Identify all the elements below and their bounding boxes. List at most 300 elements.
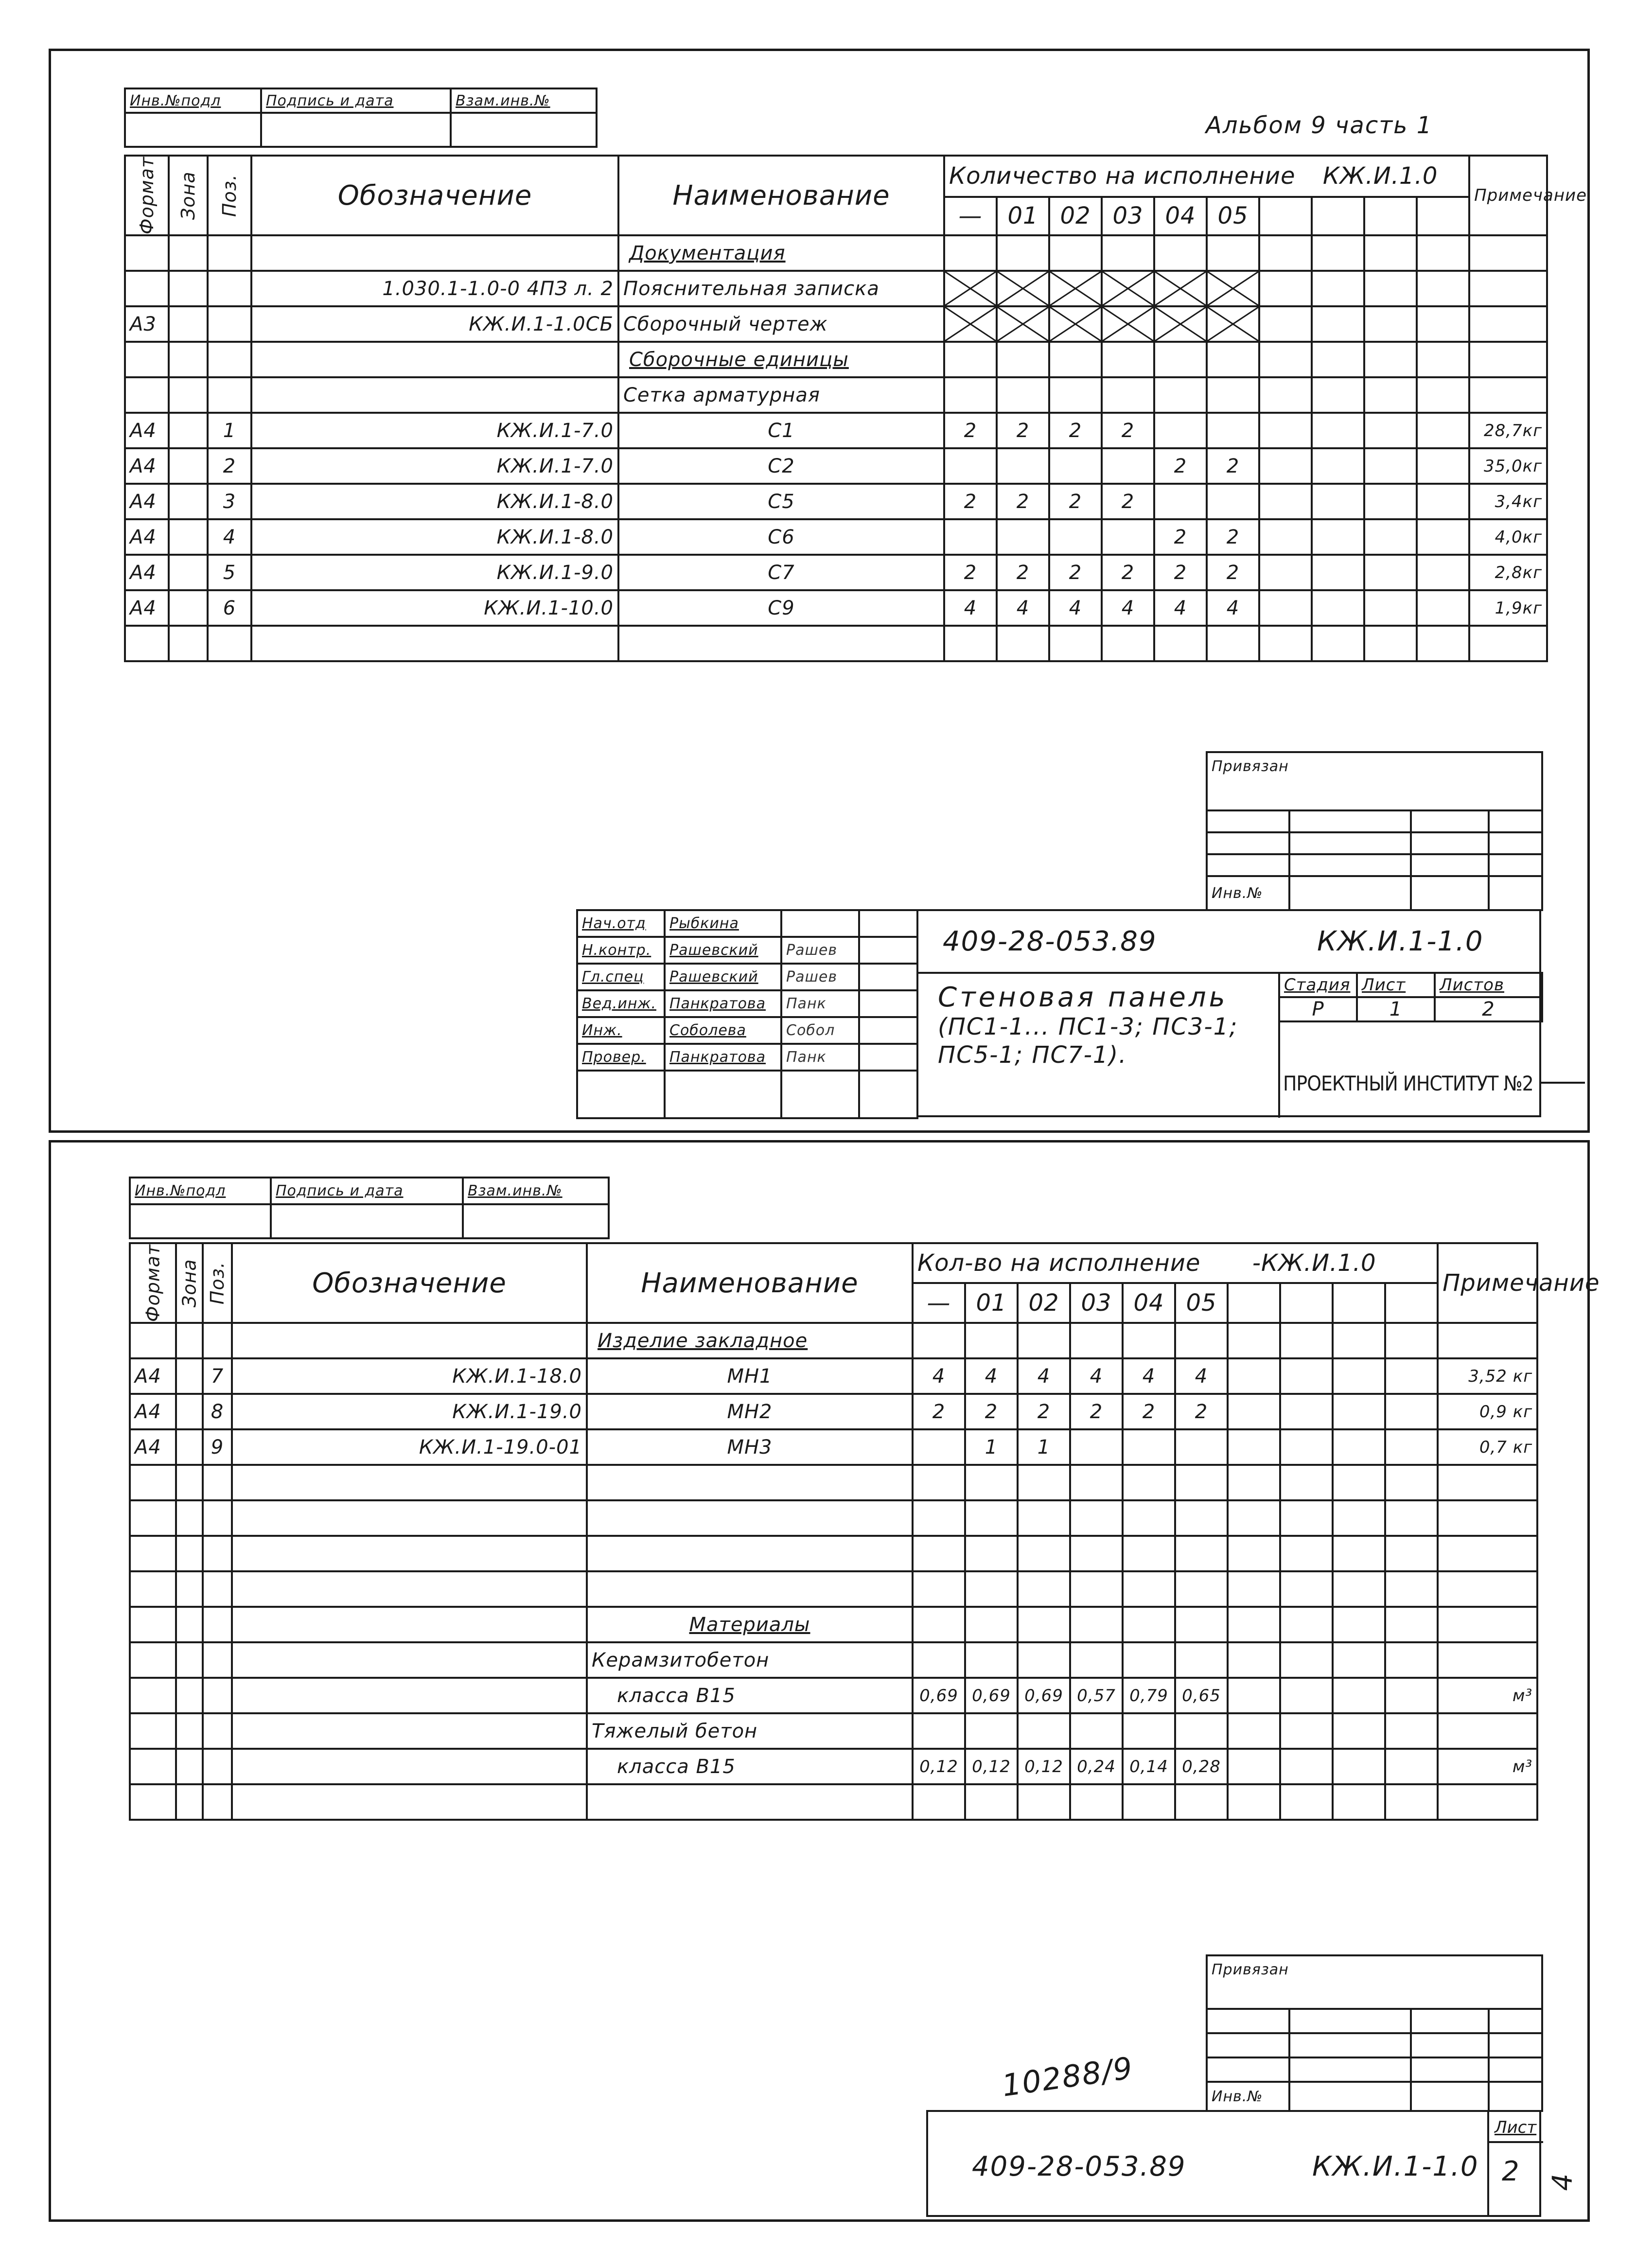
cell-format bbox=[125, 626, 169, 661]
cell-designation bbox=[232, 1749, 587, 1784]
col-note-header: Примечание bbox=[1438, 1243, 1537, 1323]
cell-empty bbox=[1280, 1642, 1333, 1678]
cell-format bbox=[130, 1571, 176, 1607]
cell-empty bbox=[1364, 271, 1417, 306]
cell-empty bbox=[1417, 413, 1469, 448]
cell-designation bbox=[251, 235, 618, 271]
cell-empty bbox=[1312, 342, 1364, 377]
col-pos-header: Поз. bbox=[208, 156, 251, 235]
table-row bbox=[125, 306, 1547, 342]
cell-zone bbox=[176, 1323, 203, 1358]
inv-no-label: Инв.№ bbox=[1207, 876, 1289, 910]
doc-title-line1: Стеновая панель bbox=[938, 982, 1228, 1013]
cell-qty: 2 bbox=[997, 413, 1049, 448]
cell-qty: 2 bbox=[1207, 448, 1259, 484]
cell-zone bbox=[176, 1749, 203, 1784]
cell-note: 4,0кг bbox=[1469, 519, 1547, 555]
cell-empty bbox=[1259, 306, 1312, 342]
exec-header: 04 bbox=[1123, 1283, 1175, 1323]
cell-qty bbox=[913, 1323, 965, 1358]
cross-mark-icon bbox=[1050, 307, 1101, 341]
cell-name bbox=[587, 1465, 913, 1500]
cell-qty: 0,12 bbox=[965, 1749, 1018, 1784]
cell-note bbox=[1438, 1571, 1537, 1607]
cell-qty: 0,14 bbox=[1123, 1749, 1175, 1784]
cell-qty bbox=[913, 1429, 965, 1465]
cell-empty bbox=[1312, 519, 1364, 555]
cell-format: А4 bbox=[125, 555, 169, 590]
cell-empty bbox=[1417, 235, 1469, 271]
cell-name bbox=[587, 1571, 913, 1607]
cell-format: А4 bbox=[125, 448, 169, 484]
cell-qty: 2 bbox=[944, 555, 997, 590]
sheet-label: Лист bbox=[1495, 2118, 1537, 2137]
sheets-label: Листов bbox=[1435, 973, 1542, 997]
col-name-header: Наименование bbox=[587, 1243, 913, 1323]
cell-zone bbox=[176, 1536, 203, 1571]
cell-name: Документация bbox=[618, 235, 944, 271]
cell-empty bbox=[1333, 1465, 1385, 1500]
cell-empty bbox=[1385, 1678, 1438, 1713]
cell-note: 3,52 кг bbox=[1438, 1358, 1537, 1394]
cell-qty bbox=[1070, 1500, 1123, 1536]
cell-qty bbox=[1123, 1429, 1175, 1465]
cell-name: Изделие закладное bbox=[587, 1323, 913, 1358]
cell-note: 28,7кг bbox=[1469, 413, 1547, 448]
cell-qty: 1 bbox=[1018, 1429, 1070, 1465]
signature-row bbox=[577, 910, 917, 937]
cell-pos: 7 bbox=[203, 1358, 232, 1394]
cell-qty bbox=[1207, 342, 1259, 377]
margin-mark: 4 bbox=[1547, 2172, 1579, 2191]
cell-designation: КЖ.И.1-7.0 bbox=[251, 413, 618, 448]
qty-code: -КЖ.И.1.0 bbox=[1252, 1249, 1376, 1277]
cell-zone bbox=[176, 1607, 203, 1642]
cell-qty bbox=[1207, 377, 1259, 413]
cell-empty bbox=[1259, 484, 1312, 519]
table-row bbox=[130, 1536, 1537, 1571]
cell-note: 0,7 кг bbox=[1438, 1429, 1537, 1465]
cell-empty bbox=[1364, 484, 1417, 519]
cell-note: 2,8кг bbox=[1469, 555, 1547, 590]
cell-qty bbox=[1175, 1784, 1228, 1820]
cell-pos bbox=[208, 271, 251, 306]
cell-note bbox=[1438, 1500, 1537, 1536]
cell-qty bbox=[1123, 1323, 1175, 1358]
cell-qty: 2 bbox=[997, 484, 1049, 519]
cell-qty: 0,12 bbox=[1018, 1749, 1070, 1784]
cell-empty bbox=[1228, 1429, 1280, 1465]
table-row bbox=[130, 1642, 1537, 1678]
sheet-label: Лист bbox=[1357, 973, 1435, 997]
exec-header: 03 bbox=[1070, 1283, 1123, 1323]
cell-empty bbox=[1259, 342, 1312, 377]
cell-empty bbox=[1333, 1607, 1385, 1642]
stage-value: Р bbox=[1279, 997, 1357, 1021]
sheet-value: 1 bbox=[1357, 997, 1435, 1021]
exec-header: 01 bbox=[965, 1283, 1018, 1323]
cell-qty bbox=[1049, 342, 1102, 377]
cell-qty: 0,69 bbox=[965, 1678, 1018, 1713]
cell-zone bbox=[169, 306, 208, 342]
cell-qty: 0,12 bbox=[913, 1749, 965, 1784]
cell-note bbox=[1438, 1607, 1537, 1642]
cell-qty bbox=[944, 626, 997, 661]
cell-qty bbox=[1102, 342, 1154, 377]
cell-name: Керамзитобетон bbox=[587, 1642, 913, 1678]
cell-note bbox=[1438, 1642, 1537, 1678]
stamp-sign-label: Подпись и дата bbox=[271, 1178, 463, 1204]
cell-empty bbox=[1385, 1394, 1438, 1429]
cell-empty bbox=[1333, 1394, 1385, 1429]
cell-designation bbox=[251, 342, 618, 377]
cell-zone bbox=[169, 377, 208, 413]
cell-empty bbox=[1312, 306, 1364, 342]
cell-qty bbox=[1018, 1713, 1070, 1749]
cell-qty bbox=[1175, 1571, 1228, 1607]
inv-no-label: Инв.№ bbox=[1207, 2082, 1289, 2111]
cell-note: 0,9 кг bbox=[1438, 1394, 1537, 1429]
cell-name: Сборочный чертеж bbox=[618, 306, 944, 342]
cross-mark-icon bbox=[998, 272, 1048, 305]
cell-pos bbox=[203, 1678, 232, 1713]
cell-name: Тяжелый бетон bbox=[587, 1713, 913, 1749]
cell-pos bbox=[208, 626, 251, 661]
person-name: Панкратова bbox=[665, 1044, 781, 1071]
cell-qty bbox=[1049, 448, 1102, 484]
cell-qty: 4 bbox=[1123, 1358, 1175, 1394]
cross-mark-icon bbox=[1103, 272, 1153, 305]
cell-empty bbox=[1280, 1358, 1333, 1394]
cell-pos bbox=[208, 306, 251, 342]
cell-empty bbox=[1385, 1607, 1438, 1642]
date-cell bbox=[859, 1017, 917, 1044]
cell-empty bbox=[1333, 1749, 1385, 1784]
table-row bbox=[125, 377, 1547, 413]
cell-qty bbox=[965, 1642, 1018, 1678]
cell-pos: 2 bbox=[208, 448, 251, 484]
cell-pos bbox=[203, 1749, 232, 1784]
cell-empty bbox=[1259, 271, 1312, 306]
cell-qty: 2 bbox=[1049, 413, 1102, 448]
cell-pos bbox=[203, 1713, 232, 1749]
cell-designation: КЖ.И.1-7.0 bbox=[251, 448, 618, 484]
cell-empty bbox=[1280, 1323, 1333, 1358]
cell-format: А4 bbox=[125, 413, 169, 448]
cell-qty: 2 bbox=[1154, 555, 1207, 590]
cell-qty bbox=[965, 1784, 1018, 1820]
signature: Панк bbox=[781, 1044, 859, 1071]
cell-name: класса В15 bbox=[587, 1678, 913, 1713]
cell-pos: 3 bbox=[208, 484, 251, 519]
table-row bbox=[130, 1323, 1537, 1358]
cell-qty bbox=[1175, 1429, 1228, 1465]
cell-qty bbox=[1123, 1642, 1175, 1678]
cell-empty bbox=[1333, 1571, 1385, 1607]
cell-empty bbox=[1312, 413, 1364, 448]
role-label: Нач.отд bbox=[577, 910, 665, 937]
cell-pos bbox=[203, 1784, 232, 1820]
cell-qty bbox=[1018, 1323, 1070, 1358]
table-row bbox=[125, 555, 1547, 590]
cell-qty bbox=[913, 1500, 965, 1536]
signature: Рашев bbox=[781, 937, 859, 964]
cell-designation bbox=[232, 1642, 587, 1678]
cell-qty: 2 bbox=[1154, 448, 1207, 484]
table-row bbox=[125, 235, 1547, 271]
table-row bbox=[125, 519, 1547, 555]
cell-qty bbox=[944, 377, 997, 413]
cell-qty bbox=[965, 1323, 1018, 1358]
cell-name: С1 bbox=[618, 413, 944, 448]
cell-pos: 9 bbox=[203, 1429, 232, 1465]
cell-format bbox=[125, 235, 169, 271]
cell-name: С7 bbox=[618, 555, 944, 590]
cell-name bbox=[587, 1500, 913, 1536]
cell-qty bbox=[1175, 1323, 1228, 1358]
cell-empty bbox=[1312, 484, 1364, 519]
cell-qty bbox=[1123, 1713, 1175, 1749]
cell-qty bbox=[1207, 235, 1259, 271]
cell-empty bbox=[1228, 1713, 1280, 1749]
cell-qty bbox=[965, 1713, 1018, 1749]
cell-qty bbox=[1175, 1500, 1228, 1536]
cell-zone bbox=[169, 271, 208, 306]
cell-pos bbox=[203, 1323, 232, 1358]
cell-qty bbox=[1175, 1607, 1228, 1642]
cell-zone bbox=[169, 235, 208, 271]
cell-qty: 2 bbox=[1049, 555, 1102, 590]
cell-qty bbox=[944, 271, 997, 306]
cell-format: А4 bbox=[130, 1358, 176, 1394]
cell-qty bbox=[997, 519, 1049, 555]
cell-note bbox=[1438, 1465, 1537, 1500]
exec-header: 04 bbox=[1154, 197, 1207, 235]
cell-format: А4 bbox=[130, 1394, 176, 1429]
exec-header: 01 bbox=[997, 197, 1049, 235]
privyazan-label: Привязан bbox=[1207, 752, 1542, 810]
exec-header: 05 bbox=[1207, 197, 1259, 235]
cell-empty bbox=[1417, 590, 1469, 626]
cell-qty: 2 bbox=[1049, 484, 1102, 519]
sheet1-title-block-right bbox=[916, 909, 1541, 1117]
doc-title-line3: ПС5-1; ПС7-1). bbox=[938, 1041, 1127, 1069]
table-row bbox=[125, 484, 1547, 519]
cell-qty: 0,79 bbox=[1123, 1678, 1175, 1713]
cell-qty bbox=[944, 519, 997, 555]
cell-format: А4 bbox=[125, 590, 169, 626]
cell-pos bbox=[203, 1500, 232, 1536]
cell-qty bbox=[1175, 1713, 1228, 1749]
table-row bbox=[125, 342, 1547, 377]
cell-designation bbox=[232, 1784, 587, 1820]
role-label: Инж. bbox=[577, 1017, 665, 1044]
person-name: Рашевский bbox=[665, 937, 781, 964]
cell-qty bbox=[1154, 377, 1207, 413]
sheet2-title-block bbox=[926, 2110, 1541, 2217]
cell-qty bbox=[1175, 1642, 1228, 1678]
cell-empty bbox=[1385, 1429, 1438, 1465]
table-row bbox=[130, 1749, 1537, 1784]
cell-qty bbox=[965, 1465, 1018, 1500]
cell-qty: 4 bbox=[1175, 1358, 1228, 1394]
cell-qty: 2 bbox=[1154, 519, 1207, 555]
cell-qty bbox=[997, 342, 1049, 377]
cell-designation bbox=[251, 626, 618, 661]
cell-qty bbox=[1175, 1465, 1228, 1500]
cross-mark-icon bbox=[1155, 307, 1206, 341]
cell-empty bbox=[1385, 1571, 1438, 1607]
signature: Панк bbox=[781, 990, 859, 1017]
cell-empty bbox=[1385, 1713, 1438, 1749]
cell-empty bbox=[1417, 342, 1469, 377]
cell-qty bbox=[1154, 342, 1207, 377]
cell-designation bbox=[232, 1713, 587, 1749]
cell-empty bbox=[1280, 1607, 1333, 1642]
cell-zone bbox=[169, 555, 208, 590]
cell-name: МН1 bbox=[587, 1358, 913, 1394]
cell-empty bbox=[1385, 1500, 1438, 1536]
table-row bbox=[125, 413, 1547, 448]
cell-qty: 2 bbox=[1070, 1394, 1123, 1429]
cell-empty bbox=[1228, 1536, 1280, 1571]
cell-qty bbox=[1049, 306, 1102, 342]
cell-qty: 4 bbox=[1154, 590, 1207, 626]
exec-header: — bbox=[913, 1283, 965, 1323]
cell-qty: 1 bbox=[965, 1429, 1018, 1465]
cell-qty: 0,57 bbox=[1070, 1678, 1123, 1713]
cell-empty bbox=[1417, 271, 1469, 306]
cell-zone bbox=[176, 1465, 203, 1500]
cell-empty bbox=[1417, 377, 1469, 413]
cell-empty bbox=[1364, 626, 1417, 661]
cell-qty bbox=[1207, 413, 1259, 448]
cell-qty bbox=[965, 1571, 1018, 1607]
person-name: Панкратова bbox=[665, 990, 781, 1017]
cell-qty: 4 bbox=[944, 590, 997, 626]
cell-empty bbox=[1385, 1642, 1438, 1678]
doc-title-line2: (ПС1-1... ПС1-3; ПС3-1; bbox=[938, 1013, 1238, 1040]
cell-empty bbox=[1333, 1678, 1385, 1713]
cell-qty bbox=[1102, 306, 1154, 342]
table-row bbox=[130, 1607, 1537, 1642]
cell-empty bbox=[1364, 235, 1417, 271]
cell-zone bbox=[169, 413, 208, 448]
doc-code: КЖ.И.1-1.0 bbox=[1312, 2151, 1479, 2182]
cell-empty bbox=[1228, 1323, 1280, 1358]
cell-zone bbox=[176, 1713, 203, 1749]
cell-format bbox=[125, 271, 169, 306]
cell-empty bbox=[1385, 1323, 1438, 1358]
cell-zone bbox=[176, 1394, 203, 1429]
cell-empty bbox=[1333, 1642, 1385, 1678]
table-row bbox=[130, 1358, 1537, 1394]
cell-pos bbox=[208, 235, 251, 271]
col-designation-header: Обозначение bbox=[232, 1243, 587, 1323]
cell-qty bbox=[1154, 413, 1207, 448]
cell-qty: 4 bbox=[1070, 1358, 1123, 1394]
signature-row bbox=[577, 990, 917, 1017]
cell-qty: 2 bbox=[965, 1394, 1018, 1429]
cell-name: С5 bbox=[618, 484, 944, 519]
stamp-inv-label: Инв.№подл bbox=[130, 1178, 271, 1204]
cell-qty bbox=[1154, 626, 1207, 661]
cell-name bbox=[587, 1784, 913, 1820]
cell-empty bbox=[1259, 519, 1312, 555]
cell-qty bbox=[1102, 377, 1154, 413]
cell-note: 35,0кг bbox=[1469, 448, 1547, 484]
cell-qty bbox=[944, 342, 997, 377]
cell-note bbox=[1438, 1784, 1537, 1820]
cell-format bbox=[130, 1536, 176, 1571]
cell-designation bbox=[232, 1536, 587, 1571]
cell-format bbox=[125, 377, 169, 413]
cell-qty bbox=[1102, 271, 1154, 306]
cell-empty bbox=[1333, 1784, 1385, 1820]
table-row bbox=[130, 1571, 1537, 1607]
album-label: Альбом 9 часть 1 bbox=[1206, 112, 1433, 139]
cell-format bbox=[130, 1784, 176, 1820]
person-name: Рашевский bbox=[665, 964, 781, 990]
cell-empty bbox=[1333, 1536, 1385, 1571]
role-label: Гл.спец bbox=[577, 964, 665, 990]
cell-empty bbox=[1280, 1536, 1333, 1571]
cell-qty bbox=[944, 306, 997, 342]
col-name-header: Наименование bbox=[618, 156, 944, 235]
cell-qty: 4 bbox=[965, 1358, 1018, 1394]
stamp-vzam-label: Взам.инв.№ bbox=[451, 88, 597, 113]
cell-qty: 0,24 bbox=[1070, 1749, 1123, 1784]
col-pos-header: Поз. bbox=[203, 1243, 232, 1323]
cell-qty bbox=[1049, 235, 1102, 271]
cell-designation bbox=[232, 1500, 587, 1536]
cell-empty bbox=[1228, 1749, 1280, 1784]
cell-qty: 4 bbox=[1018, 1358, 1070, 1394]
qty-code: КЖ.И.1.0 bbox=[1322, 162, 1438, 190]
cell-qty bbox=[1018, 1571, 1070, 1607]
col-designation-header: Обозначение bbox=[251, 156, 618, 235]
signature-row bbox=[577, 964, 917, 990]
cell-qty bbox=[1123, 1536, 1175, 1571]
sheet1-top-stamp bbox=[124, 88, 598, 148]
cell-empty bbox=[1280, 1429, 1333, 1465]
stamp-vzam-label: Взам.инв.№ bbox=[463, 1178, 609, 1204]
cell-qty: 4 bbox=[1049, 590, 1102, 626]
stamp-inv-label: Инв.№подл bbox=[125, 88, 261, 113]
cell-qty bbox=[1154, 235, 1207, 271]
cross-mark-icon bbox=[1208, 307, 1258, 341]
cell-qty bbox=[1018, 1536, 1070, 1571]
table-row bbox=[130, 1713, 1537, 1749]
cell-qty bbox=[1207, 484, 1259, 519]
cell-qty bbox=[1049, 271, 1102, 306]
cell-qty bbox=[913, 1607, 965, 1642]
cell-note bbox=[1469, 626, 1547, 661]
cell-qty bbox=[913, 1642, 965, 1678]
cell-qty bbox=[1018, 1465, 1070, 1500]
sheet1-privyazan-box bbox=[1206, 751, 1543, 911]
cell-empty bbox=[1228, 1571, 1280, 1607]
cell-empty bbox=[1312, 590, 1364, 626]
cell-format bbox=[130, 1678, 176, 1713]
cell-empty bbox=[1259, 235, 1312, 271]
cell-empty bbox=[1417, 626, 1469, 661]
cell-qty: 4 bbox=[997, 590, 1049, 626]
privyazan-label: Привязан bbox=[1207, 1955, 1542, 2009]
cell-pos bbox=[208, 377, 251, 413]
cell-qty bbox=[1049, 377, 1102, 413]
cell-designation bbox=[232, 1323, 587, 1358]
